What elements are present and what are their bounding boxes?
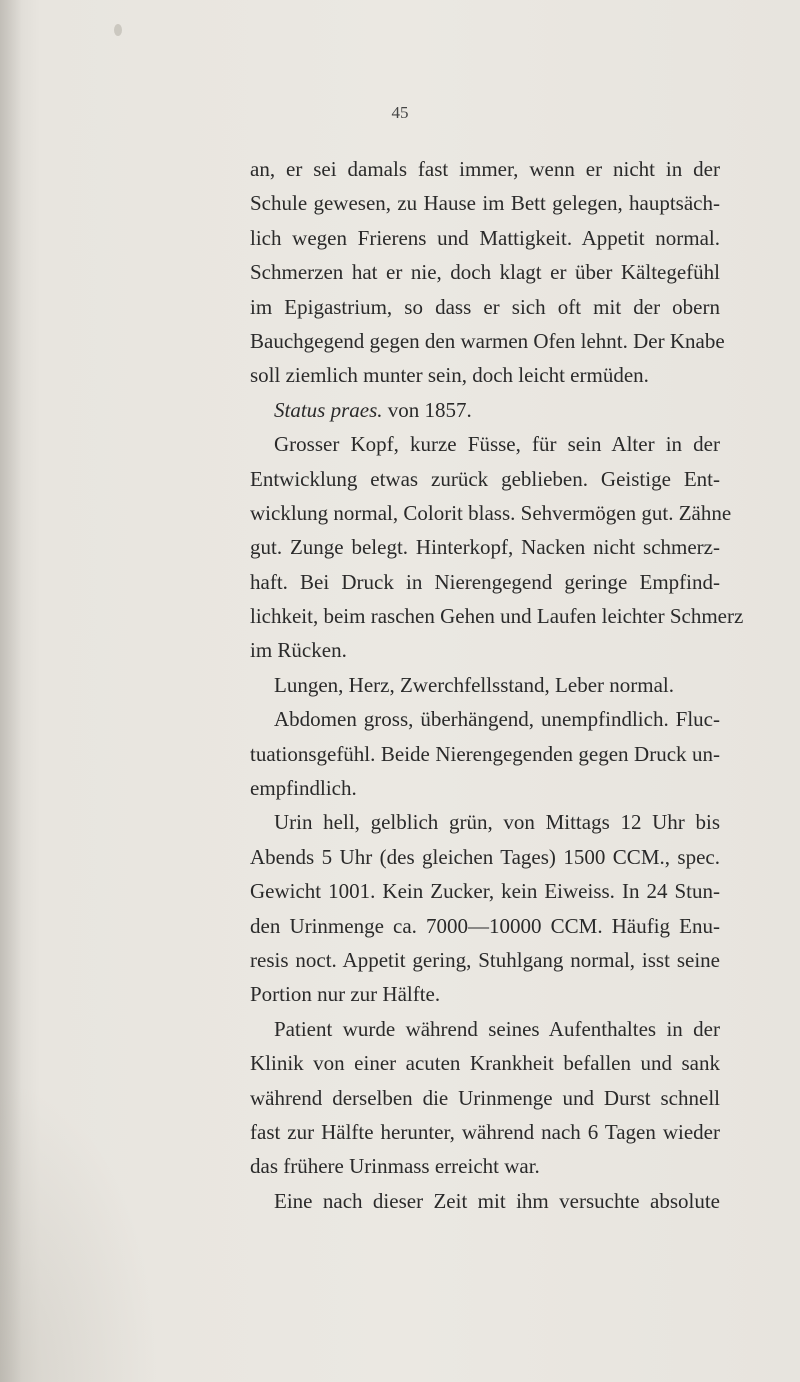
line-text: Portion nur zur Hälfte.: [250, 982, 441, 1007]
line-text: den Urinmenge ca. 7000—10000 CCM. Häufig Enu-: [250, 913, 720, 938]
text-line: [250, 1081, 720, 1115]
text-line: [250, 393, 720, 427]
text-line: [250, 805, 720, 839]
text-line: [250, 186, 720, 220]
line-text: Bauchgegend gegen den warmen Ofen lehnt. Der Knabe: [250, 328, 725, 353]
text-line: [250, 1046, 720, 1080]
line-text: Abdomen gross, überhängend, unempfindlich. Fluc-: [274, 707, 720, 732]
text-line: [250, 668, 720, 702]
text-line: [250, 358, 720, 392]
text-line: [250, 633, 720, 667]
line-text: von 1857.: [382, 397, 472, 422]
text-line: [250, 1115, 720, 1149]
text-line: [250, 290, 720, 324]
line-text: Patient wurde während seines Aufenthaltes in der: [274, 1016, 720, 1041]
text-line: [250, 152, 720, 186]
text-line: [250, 737, 720, 771]
line-text: lich wegen Frierens und Mattigkeit. Appetit normal.: [250, 225, 720, 250]
text-line: [250, 565, 720, 599]
line-text: während derselben die Urinmenge und Durst schnell: [250, 1085, 720, 1110]
text-line: [250, 496, 732, 530]
line-text: Eine nach dieser Zeit mit ihm versuchte absolute: [274, 1188, 720, 1213]
line-text: tuationsgefühl. Beide Nierengegenden gegen Druck un-: [250, 741, 720, 766]
text-line: [250, 771, 720, 805]
line-text: Schmerzen hat er nie, doch klagt er über Kältegefühl: [250, 260, 720, 285]
text-line: [250, 840, 720, 874]
line-text: Entwicklung etwas zurück geblieben. Geistige Ent-: [250, 466, 720, 491]
line-text: im Epigastrium, so dass er sich oft mit der obern: [250, 294, 720, 319]
text-line: [250, 1149, 720, 1183]
text-line: [250, 702, 720, 736]
text-line: [250, 1184, 720, 1218]
line-text: Klinik von einer acuten Krankheit befallen und sank: [250, 1051, 720, 1076]
line-text: Gewicht 1001. Kein Zucker, kein Eiweiss. In 24 Stun-: [250, 879, 720, 904]
text-line: [250, 530, 720, 564]
text-line: [250, 909, 720, 943]
text-line: [250, 324, 725, 358]
text-line: [250, 599, 744, 633]
line-text: an, er sei damals fast immer, wenn er nicht in der: [250, 157, 720, 181]
line-text: Schule gewesen, zu Hause im Bett gelegen, hauptsäch-: [250, 191, 720, 216]
page-stain: [0, 1080, 160, 1382]
text-line: [250, 1012, 720, 1046]
text-line: [250, 977, 720, 1011]
text-line: [250, 943, 720, 977]
line-text: empfindlich.: [250, 776, 357, 801]
line-text: Grosser Kopf, kurze Füsse, für sein Alter in der: [274, 432, 720, 457]
text-line: [250, 221, 720, 255]
line-text: Urin hell, gelblich grün, von Mittags 12 Uhr bis: [274, 810, 720, 835]
line-text: im Rücken.: [250, 638, 347, 663]
line-text: fast zur Hälfte herunter, während nach 6 Tagen wieder: [250, 1119, 720, 1144]
line-text: Abends 5 Uhr (des gleichen Tages) 1500 CCM., spec.: [250, 844, 720, 869]
text-line: [250, 462, 720, 496]
line-text: lichkeit, beim raschen Gehen und Laufen leichter Schmerz: [250, 604, 744, 629]
line-text: soll ziemlich munter sein, doch leicht ermüden.: [250, 363, 649, 388]
section-label: Status praes.: [274, 397, 383, 422]
page-number: 45: [391, 103, 409, 122]
line-text: resis noct. Appetit gering, Stuhlgang normal, isst seine: [250, 947, 720, 972]
line-text: wicklung normal, Colorit blass. Sehvermögen gut. Zähne: [250, 500, 732, 525]
body-text: [250, 152, 744, 1218]
line-text: Lungen, Herz, Zwerchfellsstand, Leber normal.: [274, 672, 675, 697]
line-text: gut. Zunge belegt. Hinterkopf, Nacken nicht schmerz-: [250, 535, 720, 560]
ink-spot: [114, 24, 122, 36]
text-line: [250, 255, 720, 289]
text-line: [250, 427, 720, 461]
text-line: [250, 874, 720, 908]
line-text: das frühere Urinmass erreicht war.: [250, 1154, 540, 1179]
line-text: haft. Bei Druck in Nierengegend geringe Empfind-: [250, 569, 720, 594]
